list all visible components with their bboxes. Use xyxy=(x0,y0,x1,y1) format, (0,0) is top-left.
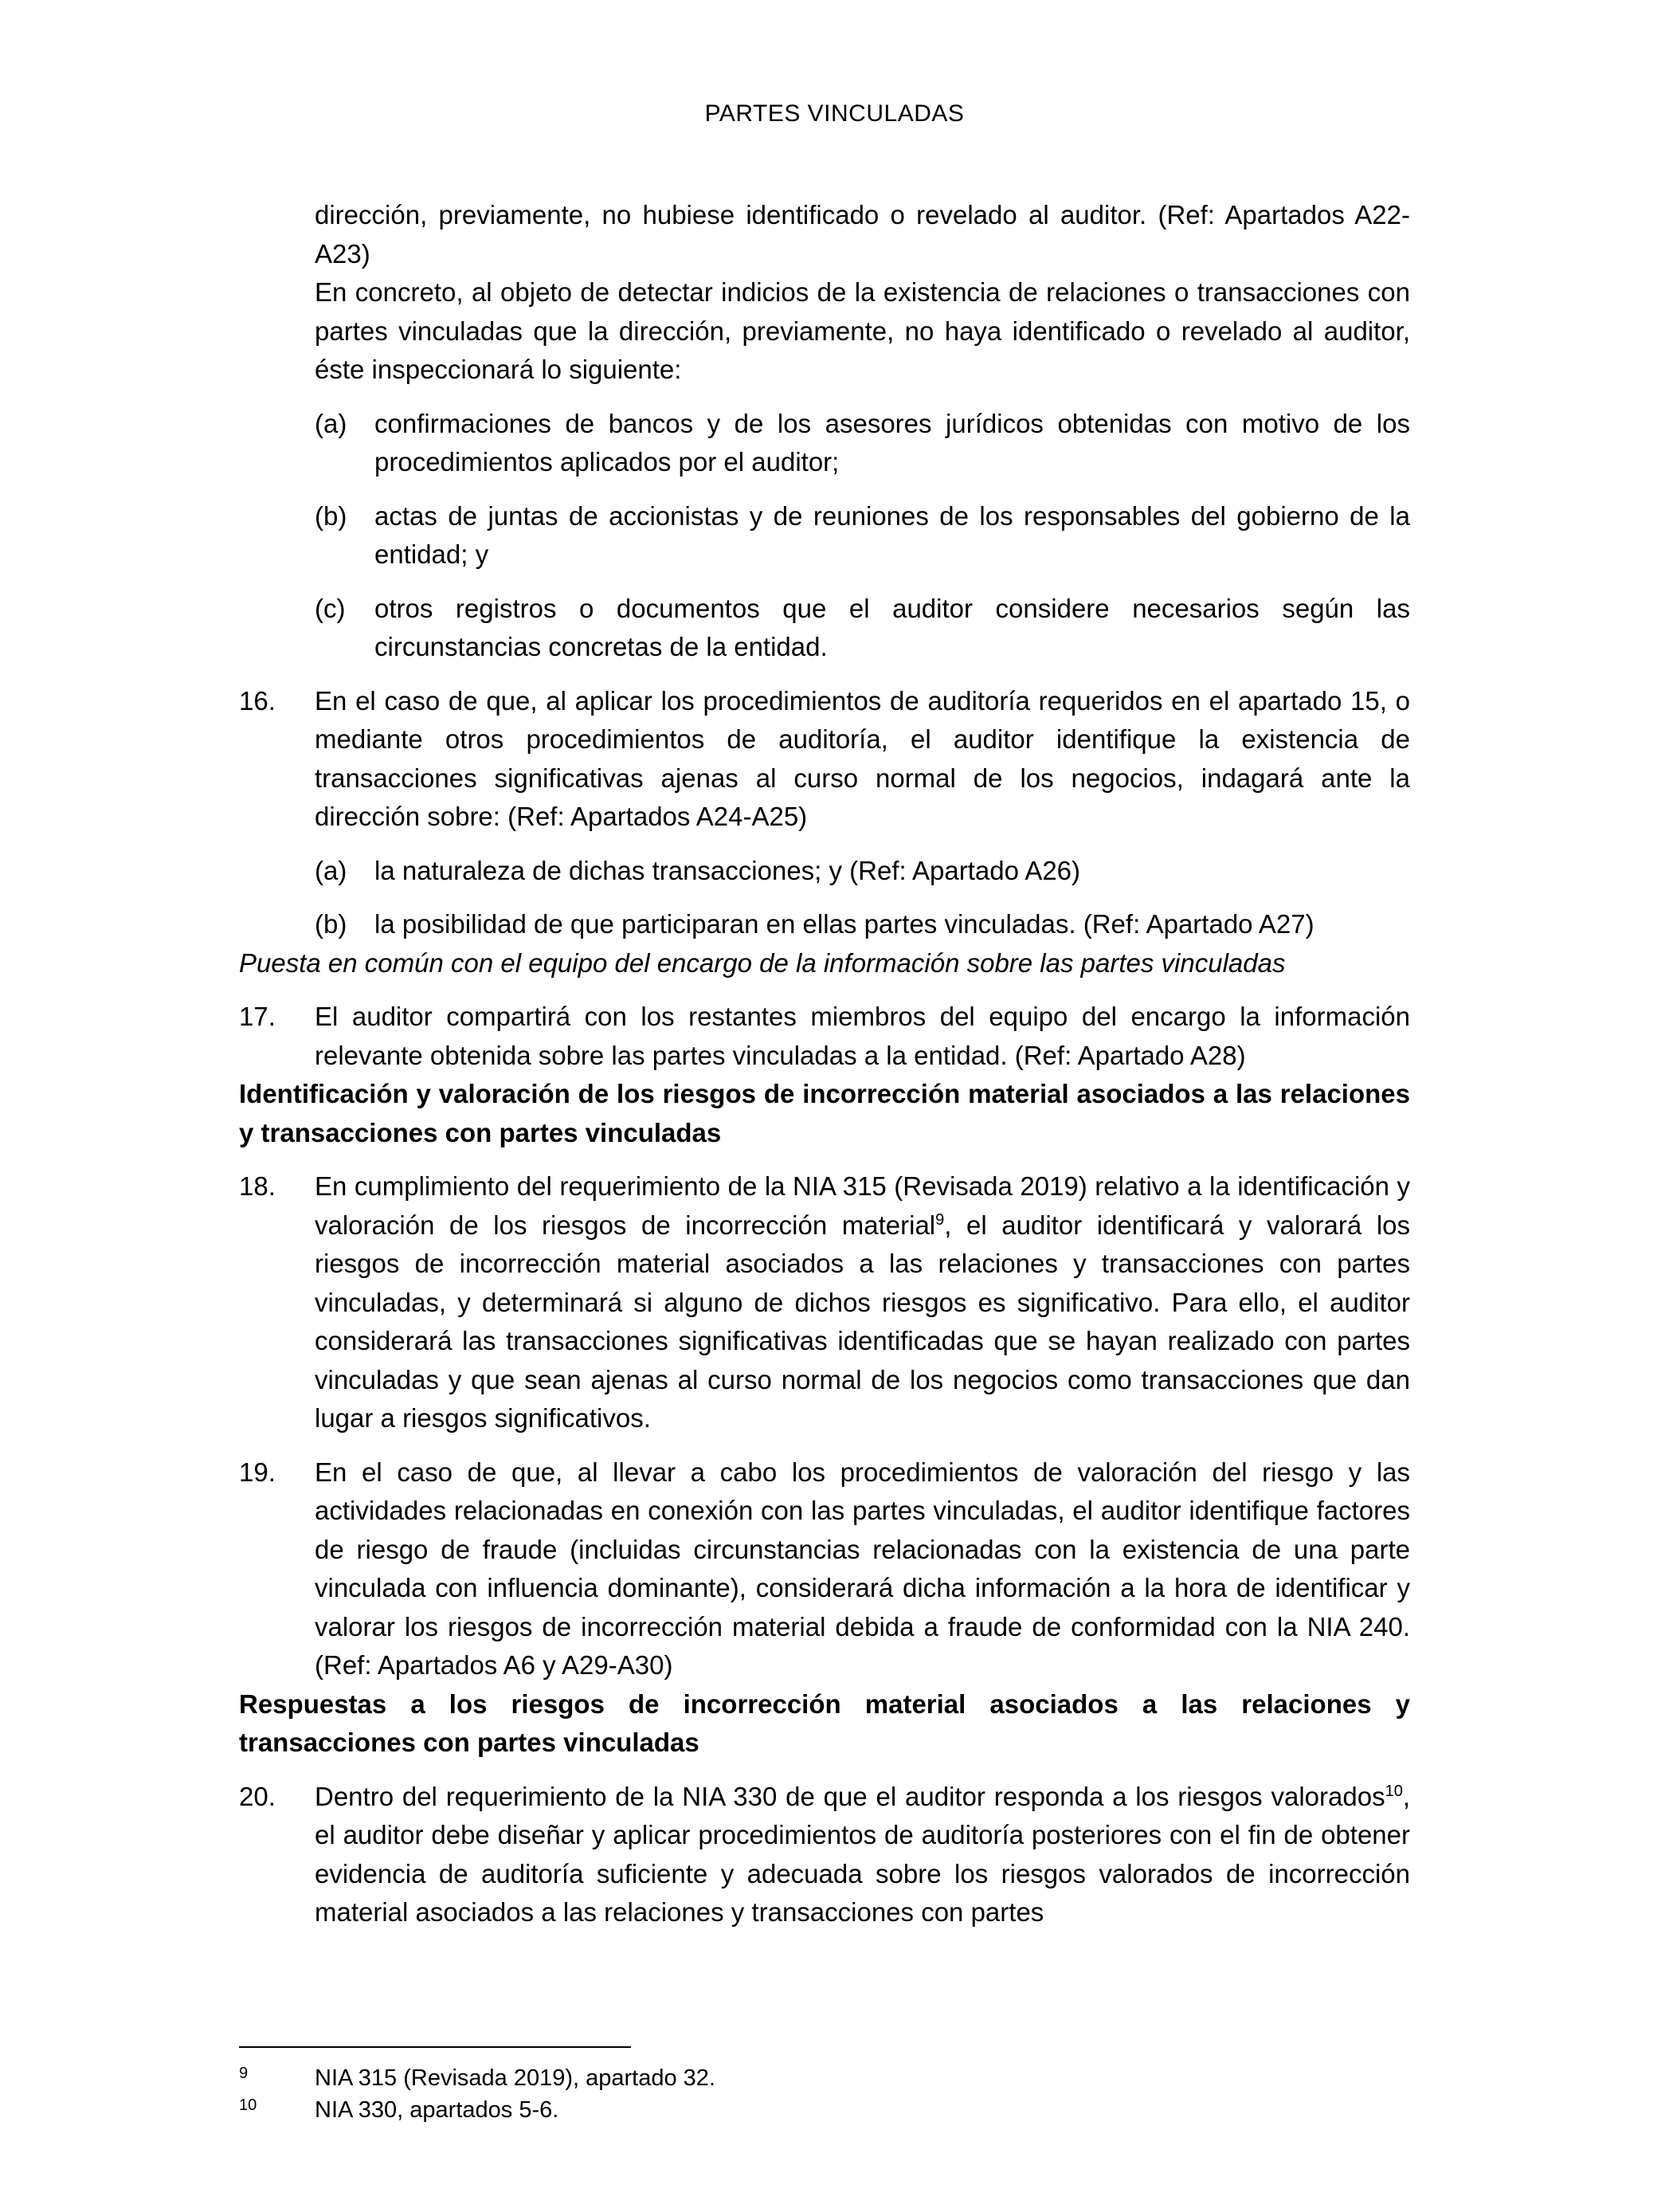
list-item xyxy=(239,905,1410,944)
paragraph-number: 16. xyxy=(239,685,276,716)
list-text: otros registros o documentos que el auditor considere necesarios según las circunstancias concretas de la entidad. xyxy=(374,593,1410,661)
list-item xyxy=(239,852,1410,891)
list-label: (a) xyxy=(315,408,347,438)
paragraph-text: En el caso de que, al aplicar los procedimientos de auditoría requeridos en el apartado 15, o mediante otros procedimientos de auditoría, el auditor identifique la existencia de transacciones significativas ajenas al curso normal de los negocios, indagará ante la dirección sobre: (Ref: Apartados A24-A25) xyxy=(315,685,1410,831)
numbered-paragraph-18 xyxy=(239,1167,1410,1438)
continued-paragraph: dirección, previamente, no hubiese identificado o revelado al auditor. (Ref: Apartados A22-A23) xyxy=(315,200,1410,269)
list-item xyxy=(239,497,1410,575)
footnote-reference[interactable]: 9 xyxy=(935,1210,945,1229)
list-label: (c) xyxy=(315,593,346,623)
list-text: confirmaciones de bancos y de los asesores jurídicos obtenidas con motivo de los procedimientos aplicados por el auditor; xyxy=(374,408,1410,477)
list-label: (b) xyxy=(315,909,347,939)
paragraph-number: 19. xyxy=(239,1457,276,1487)
list-label: (a) xyxy=(315,855,347,885)
paragraph-concreto: En concreto, al objeto de detectar indicios de la existencia de relaciones o transacciones con partes vinculadas que la dirección, previamente, no haya identificado o revelado al auditor, éste inspeccionará lo siguiente: xyxy=(315,277,1410,384)
paragraph-text-part: , el auditor identificará y valorará los riesgos de incorrección material asociados a las relaciones y transacciones con partes vinculadas, y determinará si alguno de dichos riesgos es significativo. Para ello, el auditor considerará las transacciones significativas identificadas que se hayan realizado con partes vinculadas y que sean ajenas al curso normal de los negocios como transacciones que dan lugar a riesgos significativos. xyxy=(315,1210,1410,1433)
footnote xyxy=(239,2062,1410,2094)
list-text: la posibilidad de que participaran en ellas partes vinculadas. (Ref: Apartado A27) xyxy=(374,909,1314,939)
list-text: la naturaleza de dichas transacciones; y (Ref: Apartado A26) xyxy=(374,855,1081,885)
section-heading-bold: Respuestas a los riesgos de incorrección material asociados a las relaciones y transacciones con partes vinculadas xyxy=(239,1688,1410,1757)
section-heading-bold: Identificación y valoración de los riesgos de incorrección material asociados a las relaciones y transacciones con partes vinculadas xyxy=(239,1079,1410,1147)
footnote-mark: 10 xyxy=(239,2096,257,2114)
footnote-mark: 9 xyxy=(239,2065,249,2082)
numbered-paragraph-19 xyxy=(239,1453,1410,1685)
paragraph-text: El auditor compartirá con los restantes miembros del equipo del encargo la información relevante obtenida sobre las partes vinculadas a la entidad. (Ref: Apartado A28) xyxy=(315,1002,1410,1070)
numbered-paragraph-16 xyxy=(239,682,1410,837)
footnotes xyxy=(239,2062,1410,2126)
footnote-text: NIA 330, apartados 5-6. xyxy=(315,2097,559,2123)
paragraph-text xyxy=(315,1171,1410,1433)
section-heading-italic: Puesta en común con el equipo del encargo de la información sobre las partes vinculadas xyxy=(239,947,1286,978)
paragraph-text-part: En cumplimiento del requerimiento de la NIA 315 (Revisada 2019) relativo a la identificación y valoración de los riesgos de incorrección material xyxy=(315,1171,1410,1240)
numbered-paragraph-20 xyxy=(239,1778,1410,1932)
list-text: actas de juntas de accionistas y de reuniones de los responsables del gobierno de la entidad; y xyxy=(374,500,1410,569)
paragraph-text-part: Dentro del requerimiento de la NIA 330 de que el auditor responda a los riesgos valorados xyxy=(315,1781,1385,1811)
footnote-text: NIA 315 (Revisada 2019), apartado 32. xyxy=(315,2065,715,2091)
footnote-separator xyxy=(239,2046,631,2048)
paragraph-number: 20. xyxy=(239,1781,276,1811)
paragraph-text xyxy=(315,1782,1410,1928)
paragraph-text: En el caso de que, al llevar a cabo los procedimientos de valoración del riesgo y las actividades relacionadas en conexión con las partes vinculadas, el auditor identifique factores de riesgo de fraude (incluidas circunstancias relacionadas con la existencia de una parte vinculada con influencia dominante), considerará dicha información a la hora de identificar y valorar los riesgos de incorrección material debida a fraude de conformidad con la NIA 240. (Ref: Apartados A6 y A29-A30) xyxy=(315,1457,1410,1680)
paragraph-number: 17. xyxy=(239,1002,276,1031)
numbered-paragraph-17 xyxy=(239,998,1410,1075)
running-header: PARTES VINCULADAS xyxy=(704,100,965,127)
list-item xyxy=(239,405,1410,482)
footnote-reference[interactable]: 10 xyxy=(1385,1782,1403,1800)
footnote xyxy=(239,2094,1410,2126)
paragraph-text-part: , el auditor debe diseñar y aplicar procedimientos de auditoría posteriores con el fin de obtener evidencia de auditoría suficiente y adecuada sobre los riesgos valorados de incorrección material asociados a las relaciones y transacciones con partes xyxy=(315,1781,1410,1927)
list-label: (b) xyxy=(315,500,347,531)
page-body xyxy=(239,196,1410,1932)
list-item xyxy=(239,590,1410,667)
paragraph-number: 18. xyxy=(239,1171,276,1201)
